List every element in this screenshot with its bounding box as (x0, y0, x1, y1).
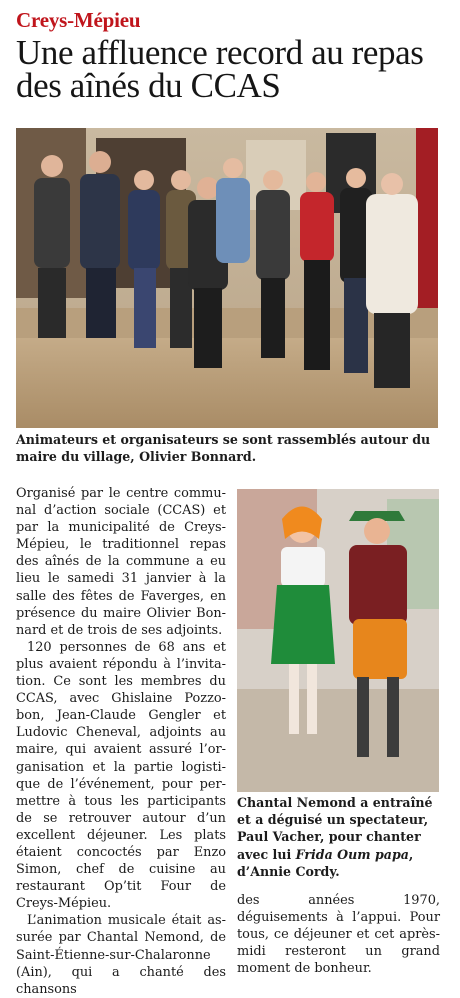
performers-photo (237, 489, 439, 792)
paragraph-3-continuation: des années 1970, déguisements à l’appui. Pour tous, ce déjeuner et cet après-midi resteront un grand moment de bonheur. (237, 893, 440, 977)
paragraph-2: 120 personnes de 68 ans et plus avaient répondu à l’invitation. Ce sont les membres du CCAS, avec Ghislaine Pozzobon, Jean-Claude Gengler et Ludovic Cheneval, adjoints au maire, qui avaient assuré l’organisation et la partie logistique de l’événement, pour permettre à tous les participants de se retrouver autour d’un excellent déjeuner. Les plats étaient concoctés par Enzo Simon, chef de cuisine au restaurant Op’tit Four de Creys-Mépieu. (16, 639, 226, 912)
article-body-left (16, 485, 226, 998)
article-headline: Une affluence record au repas des aînés du CCAS (16, 33, 424, 105)
group-photo (16, 128, 438, 428)
paragraph-3: L’animation musicale était assurée par Chantal Nemond, de Saint-Étienne-sur-Chalaronne (Ain), qui a chanté des chansons (16, 913, 226, 997)
photo1-caption: Animateurs et organisateurs se sont rassemblés autour du maire du village, Olivier Bonnard. (16, 432, 431, 464)
song-title: Frida Oum papa (295, 846, 409, 862)
paragraph-1: Organisé par le centre communal d’action sociale (CCAS) et par la municipalité de Creys-Mépieu, le traditionnel repas des aînés de la commune a eu lieu le samedi 31 janvier à la salle des fêtes de Faverges, en présence du maire Olivier Bonnard et de trois de ses adjoints. (16, 486, 226, 638)
section-kicker: Creys-Mépieu (16, 8, 141, 32)
photo2-caption-part2: , d’Annie Cordy. (237, 846, 414, 879)
article-body-right (237, 892, 440, 977)
photo2-caption (237, 794, 443, 880)
photo2-caption-part1: Chantal Nemond a entraîné et a déguisé un spectateur, Paul Vacher, pour chanter avec lui (237, 795, 433, 862)
